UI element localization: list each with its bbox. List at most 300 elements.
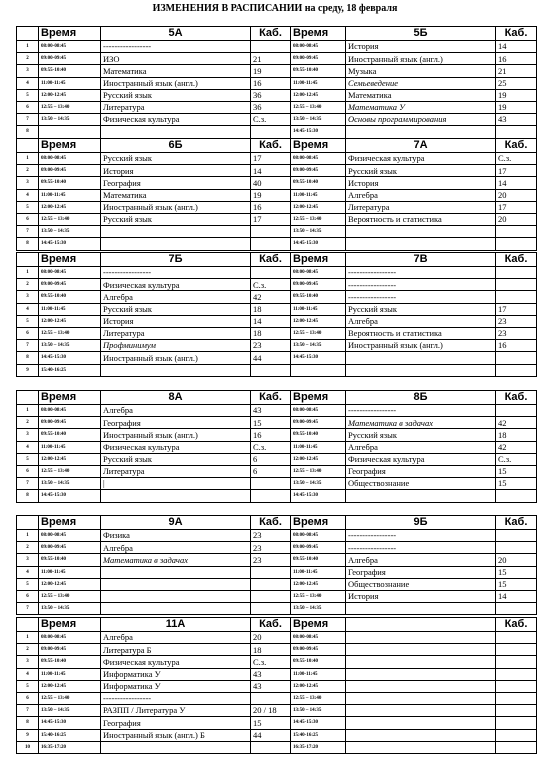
lesson-subject: Физическая культура	[101, 441, 251, 453]
lesson-number: 4	[17, 566, 39, 578]
lesson-room: С.з.	[251, 441, 291, 453]
lesson-number: 6	[17, 692, 39, 704]
lesson-row	[17, 126, 291, 138]
lesson-number: 9	[17, 364, 39, 376]
lesson-time: 12:55 – 13:40	[291, 590, 346, 602]
lesson-subject	[101, 578, 251, 590]
lesson-room: 20	[496, 213, 537, 225]
lesson-room	[496, 656, 537, 668]
lesson-time: 12:00-12:45	[291, 201, 346, 213]
class-header-row	[291, 618, 537, 632]
lesson-subject: Литература	[101, 327, 251, 339]
lesson-room	[496, 238, 537, 250]
lesson-time: 12:55 – 13:40	[291, 692, 346, 704]
lesson-number: 4	[17, 303, 39, 315]
lesson-room	[496, 692, 537, 704]
lesson-room: 42	[496, 417, 537, 429]
lesson-number: 6	[17, 465, 39, 477]
lesson-subject: Вероятность и статистика	[346, 213, 496, 225]
lesson-room	[496, 226, 537, 238]
lesson-subject: Математика	[101, 189, 251, 201]
lesson-row	[291, 89, 537, 101]
lesson-row	[291, 705, 537, 717]
lesson-time: 08:00-08:45	[291, 153, 346, 165]
lesson-row	[291, 478, 537, 490]
lesson-row	[17, 327, 291, 339]
lesson-room	[496, 603, 537, 615]
lesson-number: 1	[17, 41, 39, 53]
lesson-row	[291, 41, 537, 53]
lesson-time: 11:00-11:45	[39, 77, 101, 89]
lesson-room: 23	[251, 530, 291, 542]
lesson-row	[17, 603, 291, 615]
lesson-number: 3	[17, 291, 39, 303]
lesson-room: 15	[496, 478, 537, 490]
lesson-room: 19	[251, 65, 291, 77]
lesson-time: 09:00-09:45	[39, 53, 101, 65]
lesson-row	[17, 554, 291, 566]
lesson-time: 14:45-15:30	[39, 238, 101, 250]
lesson-time: 13:50 – 14:35	[39, 226, 101, 238]
lesson-time: 12:00-12:45	[291, 89, 346, 101]
schedule-table-5А	[16, 26, 291, 139]
lesson-subject	[346, 656, 496, 668]
lesson-time: 08:00-08:45	[39, 632, 101, 644]
lesson-room: 43	[251, 668, 291, 680]
lesson-number: 10	[17, 741, 39, 753]
lesson-subject: География	[101, 717, 251, 729]
lesson-subject: -----------------	[101, 692, 251, 704]
lesson-room: 6	[251, 465, 291, 477]
lesson-row	[291, 364, 537, 376]
lesson-time: 12:00-12:45	[39, 578, 101, 590]
lesson-subject: Алгебра	[346, 315, 496, 327]
lesson-number: 7	[17, 226, 39, 238]
lesson-row	[17, 267, 291, 279]
lesson-subject	[346, 238, 496, 250]
lesson-row	[17, 578, 291, 590]
lesson-number: 6	[17, 327, 39, 339]
lesson-row	[17, 315, 291, 327]
schedule-table-8А	[16, 390, 291, 503]
lesson-subject	[346, 364, 496, 376]
lesson-room: 15	[496, 465, 537, 477]
lesson-time: 08:00-08:45	[291, 405, 346, 417]
class-name: 7Б	[101, 253, 251, 267]
lesson-subject: История	[346, 41, 496, 53]
lesson-number: 3	[17, 656, 39, 668]
lesson-row	[291, 542, 537, 554]
lesson-subject: -----------------	[346, 405, 496, 417]
room-column-header: Каб.	[496, 391, 537, 405]
lesson-row	[17, 632, 291, 644]
lesson-subject: Физическая культура	[346, 453, 496, 465]
lesson-time: 13:50 – 14:35	[39, 478, 101, 490]
lesson-room: 16	[496, 340, 537, 352]
lesson-time: 09:55-10:40	[39, 65, 101, 77]
lesson-number: 7	[17, 114, 39, 126]
lesson-room	[251, 238, 291, 250]
class-name: 5Б	[346, 27, 496, 41]
lesson-time: 12:55 – 13:40	[39, 327, 101, 339]
lesson-room: 43	[496, 114, 537, 126]
lesson-room: 14	[251, 315, 291, 327]
lesson-time: 15:40-16:25	[39, 729, 101, 741]
lesson-number: 8	[17, 490, 39, 502]
lesson-row	[291, 279, 537, 291]
lesson-time: 11:00-11:45	[291, 303, 346, 315]
lesson-subject	[346, 717, 496, 729]
lesson-number: 7	[17, 705, 39, 717]
time-column-header: Время	[291, 139, 346, 153]
lesson-number: 2	[17, 644, 39, 656]
lesson-time: 09:00-09:45	[39, 417, 101, 429]
class-name: 7А	[346, 139, 496, 153]
lesson-row	[17, 729, 291, 741]
lesson-time: 13:50 – 14:35	[39, 114, 101, 126]
lesson-time: 11:00-11:45	[39, 303, 101, 315]
lesson-row	[291, 267, 537, 279]
lesson-number: 3	[17, 429, 39, 441]
lesson-room	[496, 741, 537, 753]
lesson-time: 09:55-10:40	[291, 291, 346, 303]
lesson-subject	[346, 680, 496, 692]
lesson-room	[496, 632, 537, 644]
lesson-row	[291, 53, 537, 65]
lesson-room: 20 / 18	[251, 705, 291, 717]
lesson-time: 09:00-09:45	[39, 165, 101, 177]
room-column-header: Каб.	[251, 253, 291, 267]
lesson-row	[291, 644, 537, 656]
lesson-row	[17, 291, 291, 303]
lesson-time: 14:45-15:30	[291, 490, 346, 502]
lesson-subject: Физическая культура	[101, 114, 251, 126]
lesson-time: 13:50 – 14:35	[291, 226, 346, 238]
lesson-room: С.з.	[496, 453, 537, 465]
lesson-subject: Русский язык	[101, 453, 251, 465]
lesson-room: 17	[251, 213, 291, 225]
lesson-time: 14:45-15:30	[39, 352, 101, 364]
lesson-subject: Русский язык	[101, 89, 251, 101]
lesson-room: 20	[496, 554, 537, 566]
class-name: 7В	[346, 253, 496, 267]
lesson-time	[39, 126, 101, 138]
room-column-header: Каб.	[496, 618, 537, 632]
lesson-room	[251, 126, 291, 138]
lesson-row	[17, 490, 291, 502]
lesson-time: 11:00-11:45	[291, 189, 346, 201]
lesson-room	[496, 291, 537, 303]
lesson-time: 11:00-11:45	[39, 566, 101, 578]
lesson-time: 11:00-11:45	[291, 668, 346, 680]
lesson-time: 12:55 – 13:40	[39, 692, 101, 704]
lesson-time: 12:55 – 13:40	[39, 590, 101, 602]
lesson-room	[251, 41, 291, 53]
lesson-subject: ИЗО	[101, 53, 251, 65]
lesson-number: 5	[17, 680, 39, 692]
lesson-time: 12:55 – 13:40	[39, 101, 101, 113]
lesson-room: 18	[251, 327, 291, 339]
lesson-number: 3	[17, 554, 39, 566]
schedule-table-9Б	[290, 515, 537, 615]
lesson-time: 09:55-10:40	[291, 429, 346, 441]
lesson-subject: -----------------	[346, 279, 496, 291]
lesson-row	[17, 189, 291, 201]
lesson-room: С.з.	[251, 279, 291, 291]
room-column-header: Каб.	[496, 516, 537, 530]
lesson-time: 09:55-10:40	[39, 291, 101, 303]
lesson-room	[496, 279, 537, 291]
lesson-room: 42	[251, 291, 291, 303]
lesson-room	[496, 530, 537, 542]
time-column-header: Время	[291, 253, 346, 267]
schedule-table-6Б	[16, 138, 291, 251]
row-number-header	[17, 516, 39, 530]
lesson-row	[291, 578, 537, 590]
lesson-room: 20	[251, 632, 291, 644]
lesson-room: 15	[251, 717, 291, 729]
lesson-time: 12:55 – 13:40	[39, 465, 101, 477]
lesson-time: 15:40-16:25	[291, 729, 346, 741]
lesson-time: 13:50 – 14:35	[39, 705, 101, 717]
lesson-time: 09:00-09:45	[291, 542, 346, 554]
lesson-time: 09:00-09:45	[39, 279, 101, 291]
lesson-time: 13:50 – 14:35	[39, 603, 101, 615]
lesson-subject: История	[101, 315, 251, 327]
time-column-header: Время	[291, 27, 346, 41]
lesson-subject: Русский язык	[346, 303, 496, 315]
class-header-row	[291, 139, 537, 153]
lesson-row	[291, 603, 537, 615]
lesson-subject: Математика	[101, 65, 251, 77]
lesson-row	[17, 213, 291, 225]
lesson-subject: Русский язык	[101, 303, 251, 315]
lesson-time: 12:00-12:45	[291, 578, 346, 590]
lesson-room	[251, 603, 291, 615]
lesson-row	[291, 729, 537, 741]
lesson-subject: Обществознание	[346, 578, 496, 590]
lesson-subject: Информатика У	[101, 668, 251, 680]
lesson-subject: География	[346, 465, 496, 477]
lesson-number: 2	[17, 53, 39, 65]
lesson-subject	[346, 741, 496, 753]
lesson-time: 11:00-11:45	[39, 441, 101, 453]
lesson-subject: Физическая культура	[101, 279, 251, 291]
lesson-row	[291, 340, 537, 352]
lesson-number: 6	[17, 590, 39, 602]
lesson-subject: История	[101, 165, 251, 177]
lesson-room: 16	[251, 429, 291, 441]
time-column-header: Время	[39, 27, 101, 41]
lesson-room: 15	[496, 566, 537, 578]
lesson-time: 14:45-15:30	[291, 352, 346, 364]
lesson-subject	[346, 603, 496, 615]
lesson-room: 6	[251, 453, 291, 465]
lesson-room: 23	[496, 327, 537, 339]
lesson-time: 09:55-10:40	[291, 656, 346, 668]
lesson-subject: Алгебра	[101, 291, 251, 303]
time-column-header: Время	[39, 516, 101, 530]
lesson-room	[496, 352, 537, 364]
lesson-room	[251, 267, 291, 279]
lesson-time: 12:00-12:45	[39, 315, 101, 327]
lesson-row	[17, 65, 291, 77]
lesson-number: 5	[17, 201, 39, 213]
lesson-time: 11:00-11:45	[291, 566, 346, 578]
lesson-row	[291, 177, 537, 189]
lesson-row	[17, 692, 291, 704]
lesson-time: 09:00-09:45	[291, 165, 346, 177]
lesson-row	[291, 632, 537, 644]
lesson-row	[291, 441, 537, 453]
lesson-time: 12:00-12:45	[291, 453, 346, 465]
lesson-room	[496, 405, 537, 417]
lesson-room: 19	[496, 89, 537, 101]
lesson-room: 44	[251, 729, 291, 741]
class-header-row	[17, 391, 291, 405]
lesson-row	[17, 441, 291, 453]
time-column-header: Время	[291, 516, 346, 530]
lesson-number: 1	[17, 405, 39, 417]
lesson-row	[17, 590, 291, 602]
lesson-room: 15	[251, 417, 291, 429]
lesson-time: 13:50 – 14:35	[39, 340, 101, 352]
lesson-room: С.з.	[251, 656, 291, 668]
lesson-subject: География	[101, 417, 251, 429]
lesson-subject: Русский язык	[346, 165, 496, 177]
lesson-row	[291, 668, 537, 680]
lesson-row	[291, 213, 537, 225]
lesson-subject: Иностранный язык (англ.)	[101, 201, 251, 213]
lesson-row	[17, 226, 291, 238]
lesson-time: 08:00-08:45	[291, 530, 346, 542]
lesson-subject: История	[346, 177, 496, 189]
lesson-room	[251, 226, 291, 238]
lesson-number: 9	[17, 729, 39, 741]
lesson-row	[17, 656, 291, 668]
lesson-room	[251, 478, 291, 490]
lesson-row	[17, 705, 291, 717]
lesson-subject: Алгебра	[346, 554, 496, 566]
lesson-row	[291, 238, 537, 250]
lesson-subject: Математика в задачах	[101, 554, 251, 566]
lesson-number: 8	[17, 238, 39, 250]
lesson-time: 09:00-09:45	[39, 644, 101, 656]
lesson-time: 14:45-15:30	[39, 717, 101, 729]
lesson-subject: -----------------	[101, 267, 251, 279]
time-column-header: Время	[39, 391, 101, 405]
lesson-subject: Иностранный язык (англ.) Б	[101, 729, 251, 741]
lesson-room	[496, 364, 537, 376]
lesson-room	[251, 578, 291, 590]
lesson-row	[291, 490, 537, 502]
class-header-row	[291, 391, 537, 405]
lesson-time: 08:00-08:45	[291, 41, 346, 53]
lesson-time: 12:00-12:45	[39, 453, 101, 465]
class-header-row	[291, 253, 537, 267]
lesson-time: 08:00-08:45	[291, 267, 346, 279]
page-title: ИЗМЕНЕНИЯ В РАСПИСАНИИ на среду, 18 февраля	[152, 3, 398, 14]
lesson-time: 12:00-12:45	[291, 680, 346, 692]
lesson-row	[291, 453, 537, 465]
lesson-row	[291, 126, 537, 138]
lesson-number: 1	[17, 530, 39, 542]
lesson-row	[17, 478, 291, 490]
lesson-subject	[346, 692, 496, 704]
lesson-time: 11:00-11:45	[39, 189, 101, 201]
schedule-table-9А	[16, 515, 291, 615]
lesson-row	[291, 77, 537, 89]
lesson-number: 3	[17, 65, 39, 77]
lesson-subject: Литература	[101, 101, 251, 113]
time-column-header: Время	[291, 391, 346, 405]
lesson-subject: Литература	[346, 201, 496, 213]
lesson-number: 5	[17, 89, 39, 101]
lesson-time: 12:00-12:45	[39, 89, 101, 101]
room-column-header: Каб.	[251, 27, 291, 41]
lesson-subject: Иностранный язык (англ.)	[101, 77, 251, 89]
lesson-row	[17, 644, 291, 656]
lesson-number: 4	[17, 77, 39, 89]
lesson-row	[17, 201, 291, 213]
lesson-subject: Музыка	[346, 65, 496, 77]
lesson-subject	[346, 352, 496, 364]
lesson-subject: Профминимум	[101, 340, 251, 352]
lesson-subject: Иностранный язык (англ.)	[346, 340, 496, 352]
room-column-header: Каб.	[496, 27, 537, 41]
lesson-subject: География	[101, 177, 251, 189]
lesson-row	[17, 340, 291, 352]
lesson-time: 08:00-08:45	[39, 41, 101, 53]
lesson-room	[251, 566, 291, 578]
lesson-room	[496, 644, 537, 656]
lesson-subject: Физика	[101, 530, 251, 542]
lesson-row	[17, 77, 291, 89]
lesson-time: 11:00-11:45	[291, 77, 346, 89]
lesson-row	[291, 101, 537, 113]
lesson-row	[17, 165, 291, 177]
lesson-subject: Алгебра	[101, 405, 251, 417]
lesson-time: 11:00-11:45	[39, 668, 101, 680]
lesson-subject	[101, 364, 251, 376]
lesson-number: 5	[17, 578, 39, 590]
class-header-row	[291, 516, 537, 530]
lesson-time: 13:50 – 14:35	[291, 478, 346, 490]
lesson-subject: Иностранный язык (англ.)	[101, 352, 251, 364]
lesson-time: 13:50 – 14:35	[291, 114, 346, 126]
lesson-subject: РАЗПП / Литература У	[101, 705, 251, 717]
lesson-room: 20	[496, 189, 537, 201]
lesson-room	[496, 717, 537, 729]
lesson-room	[251, 741, 291, 753]
lesson-room	[496, 267, 537, 279]
lesson-number: 8	[17, 126, 39, 138]
lesson-subject	[101, 741, 251, 753]
lesson-row	[17, 717, 291, 729]
lesson-number: 3	[17, 177, 39, 189]
lesson-room: 44	[251, 352, 291, 364]
lesson-room	[251, 590, 291, 602]
class-name: 8Б	[346, 391, 496, 405]
lesson-subject: -----------------	[346, 542, 496, 554]
schedule-table-7В	[290, 252, 537, 377]
lesson-time: 09:55-10:40	[291, 65, 346, 77]
lesson-time: 16:35-17:20	[39, 741, 101, 753]
lesson-time: 08:00-08:45	[291, 632, 346, 644]
lesson-time: 12:55 – 13:40	[291, 101, 346, 113]
lesson-number: 2	[17, 165, 39, 177]
lesson-room: 36	[251, 89, 291, 101]
